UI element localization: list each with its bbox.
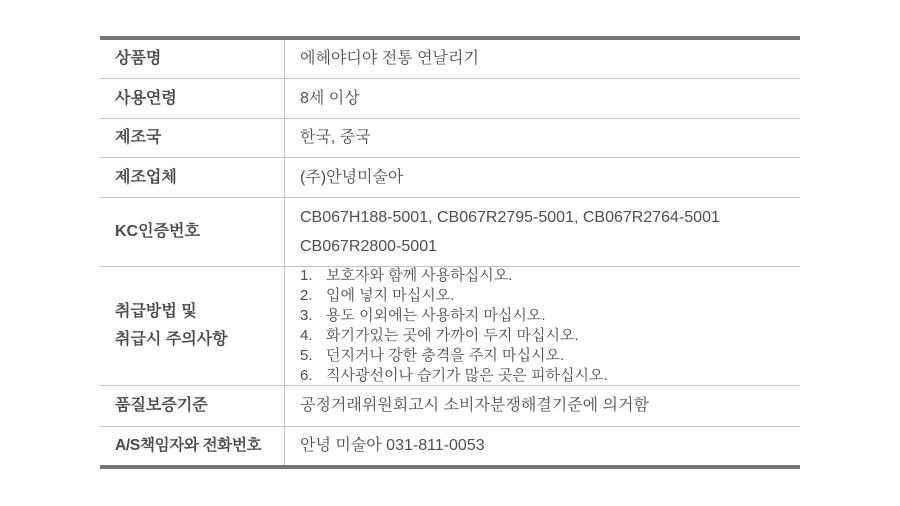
- manufacture-country-label: 제조국: [100, 119, 285, 157]
- precaution-item: [300, 286, 790, 306]
- product-name-label: 상품명: [100, 40, 285, 78]
- precaution-item: [300, 306, 790, 326]
- precaution-text: 직사광선이나 습기가 많은 곳은 피하십시오.: [326, 367, 608, 384]
- precaution-number: 6.: [300, 367, 313, 384]
- kc-certification-line-1: CB067H188-5001, CB067R2795-5001, CB067R2764-5001: [300, 209, 720, 226]
- product-name-value: 에헤야디야 전통 연날리기: [300, 50, 479, 67]
- precaution-item: [300, 266, 790, 286]
- quality-guarantee-value: 공정거래위원회고시 소비자분쟁해결기준에 의거함: [300, 397, 649, 414]
- precaution-text: 입에 넣지 마십시오.: [326, 287, 455, 304]
- row-handling-precautions: [100, 267, 800, 386]
- precaution-number: 2.: [300, 287, 313, 304]
- handling-precautions-label-line-1: 취급방법 및: [115, 303, 197, 320]
- precaution-number: 3.: [300, 307, 313, 324]
- handling-precautions-label: [100, 267, 285, 385]
- precaution-number: 5.: [300, 347, 313, 364]
- precaution-item: [300, 366, 790, 386]
- precaution-text: 용도 이외에는 사용하지 마십시오.: [326, 307, 546, 324]
- row-product-name: [100, 40, 800, 79]
- precaution-item: [300, 346, 790, 366]
- precaution-text: 던지거나 강한 충격을 주지 마십시오.: [326, 347, 565, 364]
- as-contact-label: A/S책임자와 전화번호: [100, 427, 285, 465]
- row-usage-age: [100, 79, 800, 119]
- precaution-text: 보호자와 함께 사용하십시오.: [326, 267, 513, 284]
- handling-precautions-label-line-2: 취급시 주의사항: [115, 331, 228, 348]
- row-quality-guarantee: [100, 386, 800, 427]
- row-as-contact: [100, 427, 800, 465]
- manufacturer-label: 제조업체: [100, 158, 285, 197]
- manufacture-country-value: 한국, 중국: [300, 129, 371, 146]
- usage-age-label: 사용연령: [100, 79, 285, 118]
- precaution-text: 화기가있는 곳에 가까이 두지 마십시오.: [326, 327, 579, 344]
- row-manufacture-country: [100, 119, 800, 158]
- row-kc-certification: [100, 198, 800, 267]
- usage-age-value: 8세 이상: [300, 89, 360, 107]
- kc-certification-label: KC인증번호: [100, 198, 285, 266]
- kc-certification-line-2: CB067R2800-5001: [300, 238, 437, 255]
- manufacturer-value: (주)안녕미술아: [300, 168, 404, 186]
- quality-guarantee-label: 품질보증기준: [100, 386, 285, 426]
- as-contact-value: 안녕 미술아 031-811-0053: [300, 437, 485, 454]
- product-info-table: [100, 36, 800, 469]
- precaution-number: 4.: [300, 327, 313, 344]
- precaution-item: [300, 326, 790, 346]
- row-manufacturer: [100, 158, 800, 198]
- kc-certification-value: [285, 198, 800, 266]
- precaution-number: 1.: [300, 267, 313, 284]
- handling-precautions-value: [285, 267, 800, 385]
